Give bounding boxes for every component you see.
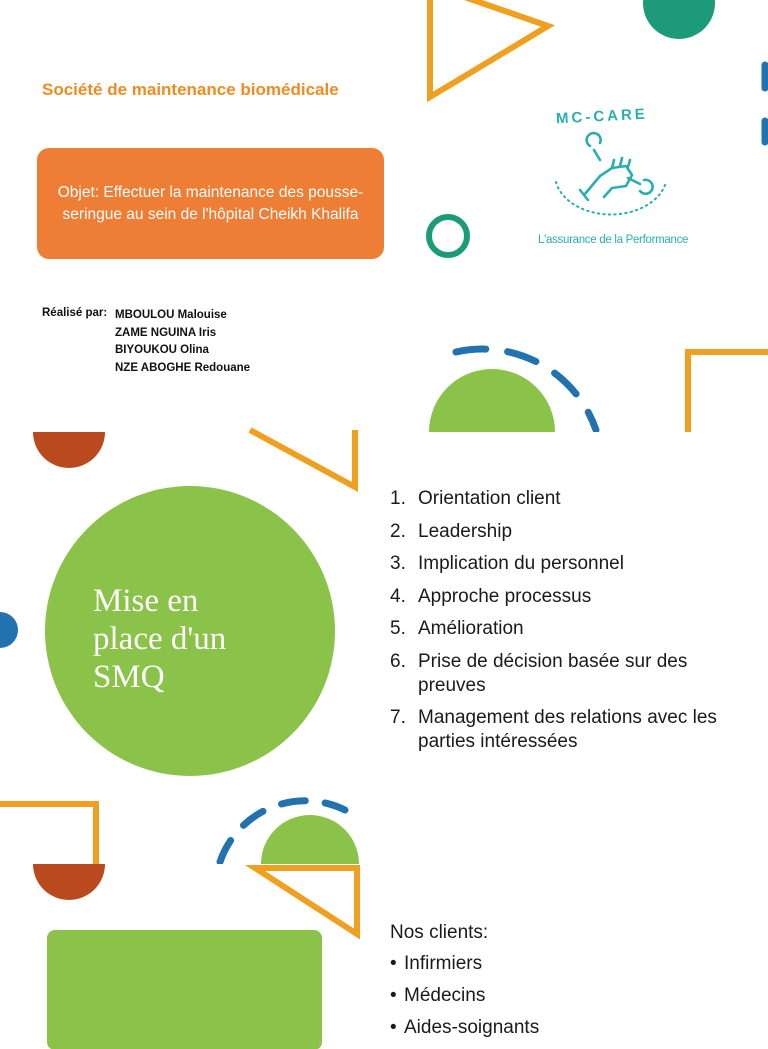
list-item: 7. Management des relations avec les parties intéressées [390, 707, 717, 752]
list-item: 3. Implication du personnel [390, 553, 624, 574]
rust-half-circle [33, 864, 105, 900]
list-item: 6. Prise de décision basée sur des preuves [390, 650, 688, 696]
objet-text: Objet: Effectuer la maintenance des pousse-seringue au sein de l'hôpital Cheikh Khalifa [57, 183, 364, 223]
smq-title-line: SMQ [93, 659, 165, 695]
logo-graphic [0, 0, 768, 432]
blue-half-circle [0, 612, 18, 648]
list-item: 4. Approche processus [390, 585, 592, 607]
green-rounded-box [47, 930, 322, 1049]
slide-clients [0, 864, 768, 1038]
logo-dotted-arc [556, 182, 666, 214]
list-item: • Infirmiers [390, 953, 483, 974]
clients-title: Nos clients: [390, 922, 489, 943]
list-item: • Aides-soignants [390, 1017, 540, 1038]
list-item: 5. Amélioration [390, 618, 524, 639]
orange-corner [0, 804, 96, 864]
author-name: ZAME NGUINA Iris [115, 326, 217, 339]
list-item: • Médecins [390, 985, 486, 1006]
list-item: 1. Orientation client [390, 488, 561, 509]
company-name: Société de maintenance biomédicale [42, 80, 339, 99]
author-name: BIYOUKOU Olina [115, 344, 209, 356]
smq-title-line: place d'un [93, 621, 227, 657]
orange-triangle-outline [255, 868, 357, 934]
author-name: NZE ABOGHE Redouane [115, 361, 251, 374]
clients-decorations [0, 864, 768, 1024]
author-name: MBOULOU Malouise [115, 309, 227, 321]
logo-title: MC-CARE [555, 105, 649, 128]
smq-title-line: Mise en [93, 583, 199, 619]
wrench-fist-icon [580, 133, 653, 200]
clients-list [390, 953, 539, 1049]
slide-smq [0, 432, 768, 864]
smq-title [93, 582, 226, 696]
list-item: 2. Leadership [390, 520, 513, 542]
slide-cover [0, 0, 768, 432]
authors-label: Réalisé par: [42, 307, 108, 319]
principles-list [390, 487, 718, 763]
logo-tagline: L'assurance de la Performance [538, 234, 689, 246]
green-half-circle [261, 815, 359, 864]
orange-triangle-outline [250, 430, 355, 487]
rust-half-circle [33, 432, 105, 468]
